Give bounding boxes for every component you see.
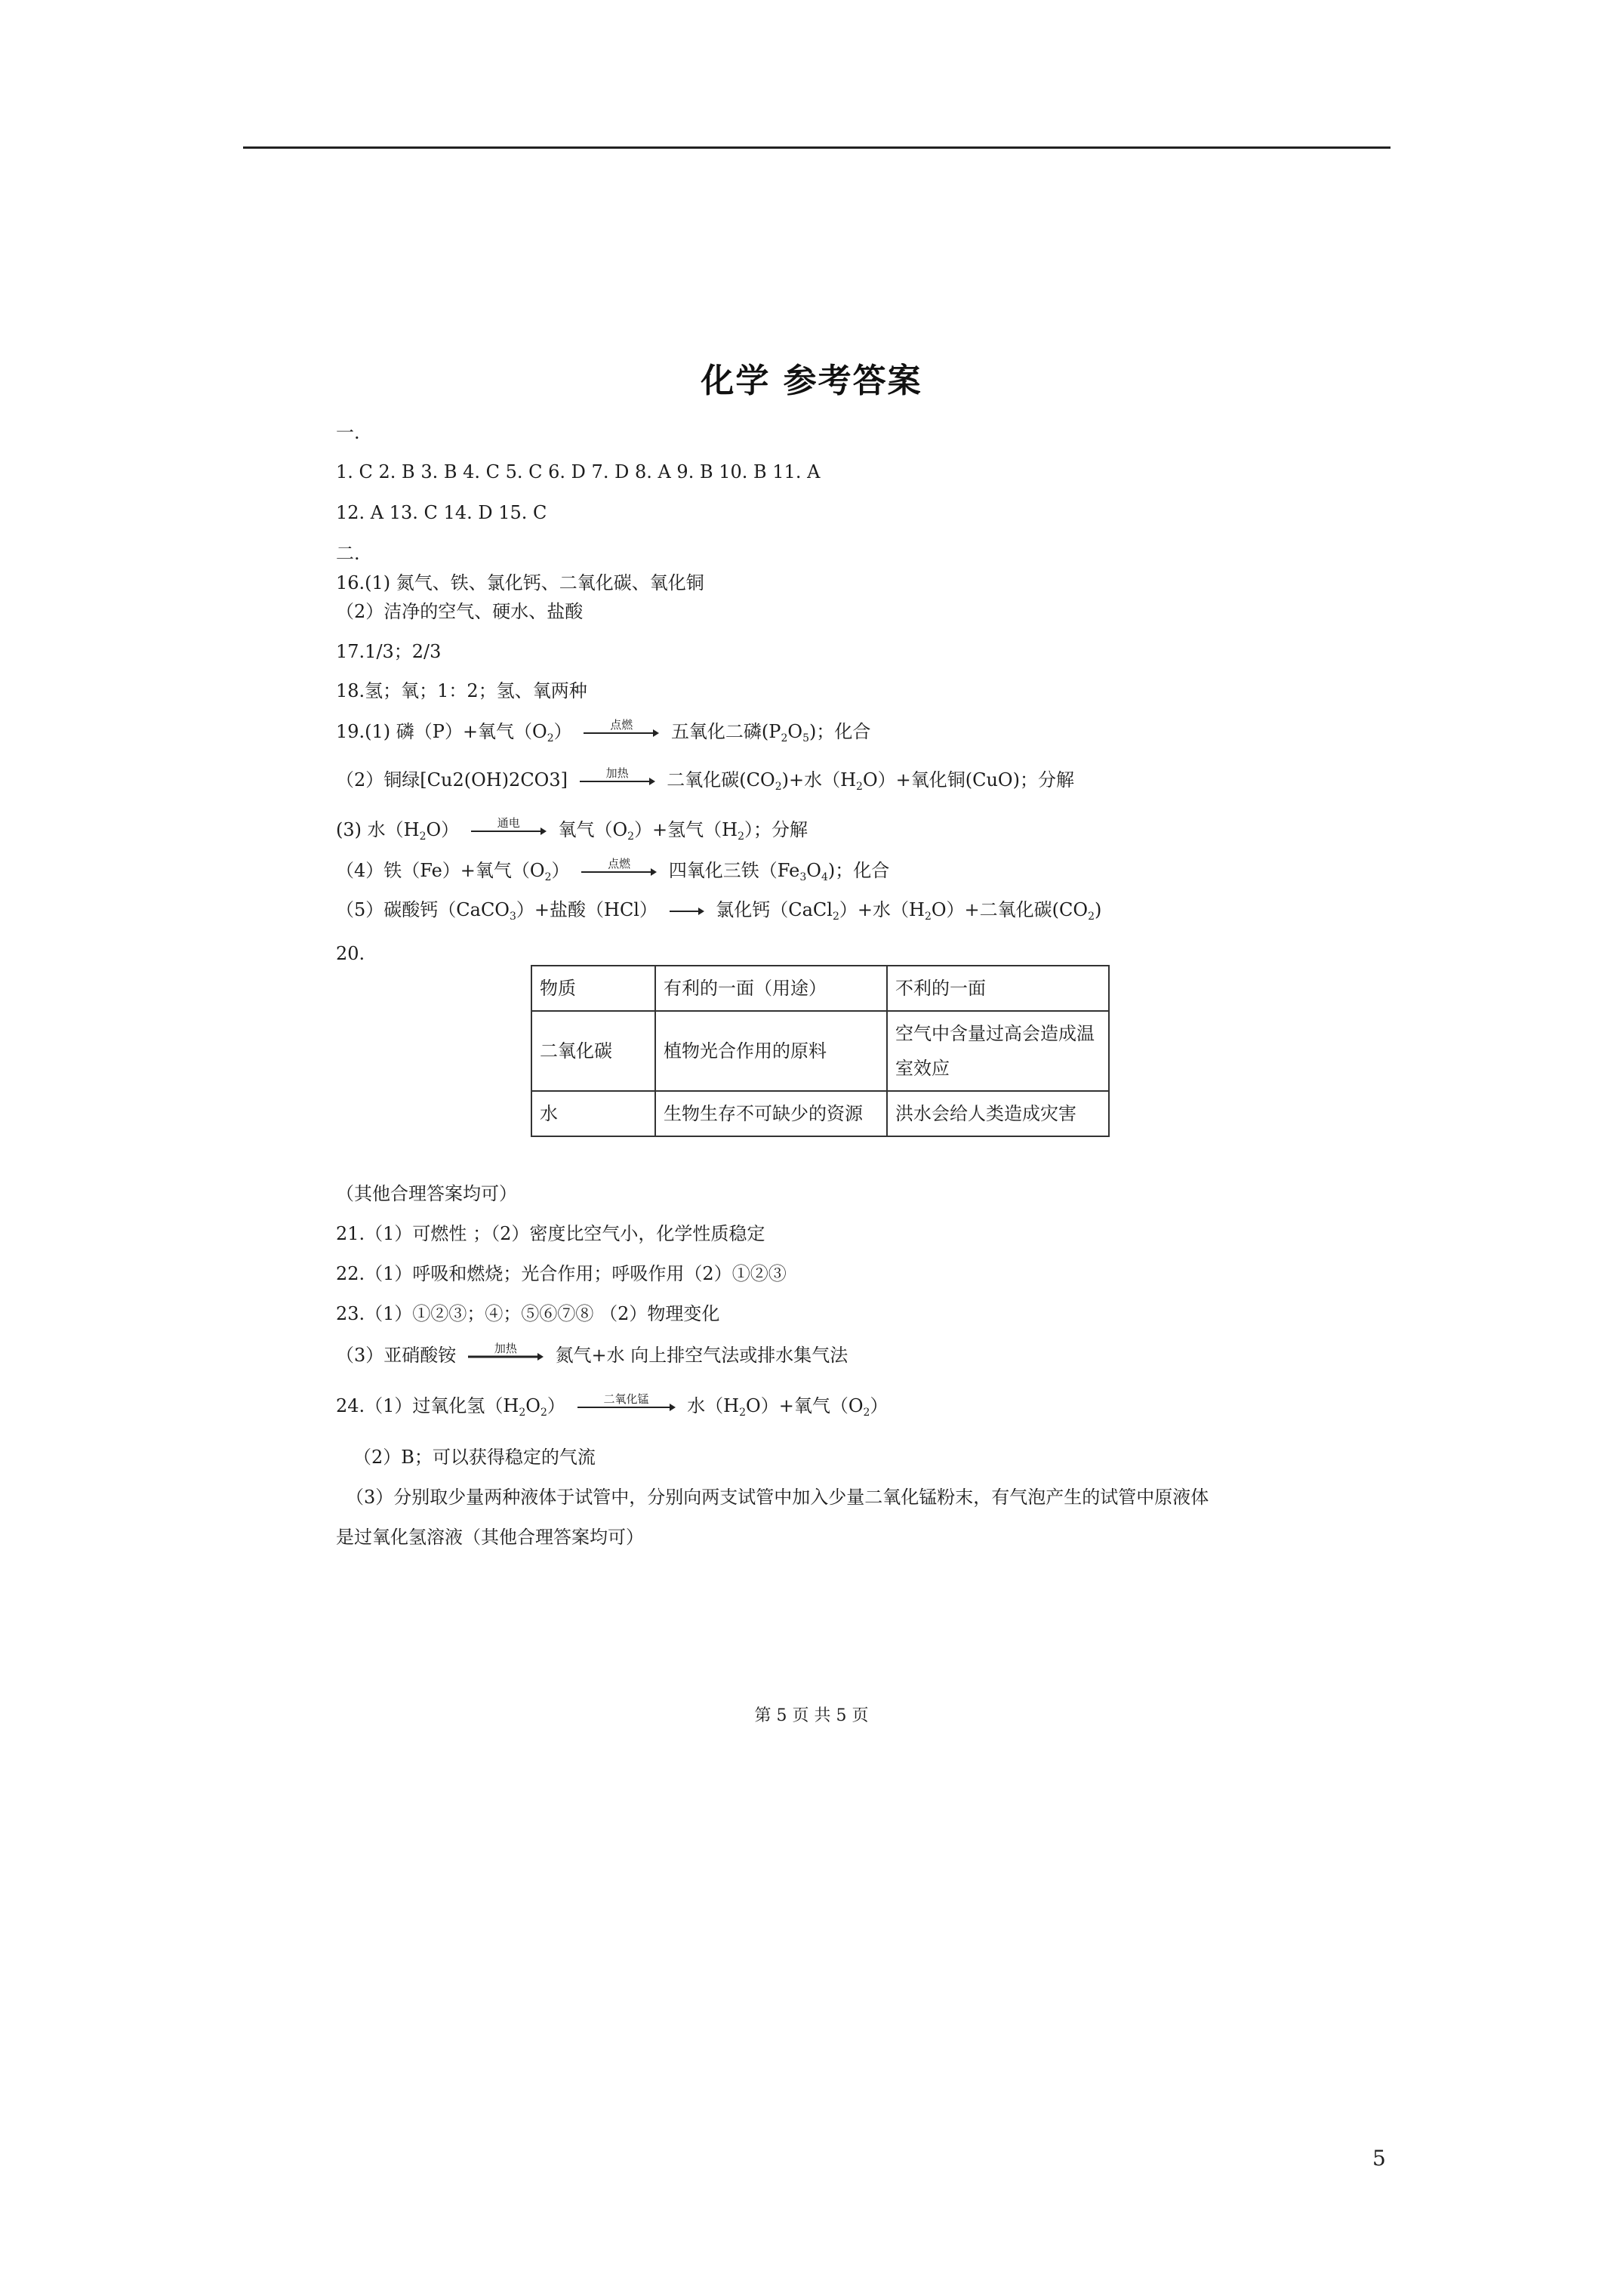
q23-part3: （3）亚硝酸铵 加热 氮气+水 向上排空气法或排水集气法 bbox=[336, 1341, 848, 1366]
q19-equation-5: （5）碳酸钙（CaCO$_3$）+盐酸（HCl） 氯化钙（CaCl$_2$）+水$(H_2O)+$二氧化碳$(CO_2)$ bbox=[336, 899, 1102, 923]
reaction-arrow: 加热 bbox=[580, 777, 655, 786]
q20-note: （其他合理答案均可） bbox=[336, 1183, 517, 1204]
q24-equation: 24.（1）过氧化氢$(H_2O_2)$ 二氧化锰 水$(H_2O)+$氧气$(O_2)$ bbox=[336, 1391, 888, 1419]
pros-cons-table bbox=[531, 965, 1110, 1137]
q23-part1: 23.（1）①②③；④；⑤⑥⑦⑧ （2）物理变化 bbox=[336, 1303, 720, 1324]
table-cell: 空气中含量过高会造成温室效应 bbox=[887, 1011, 1109, 1091]
section-2-heading: 二. bbox=[336, 543, 360, 564]
reaction-arrow: 点燃 bbox=[581, 868, 657, 877]
q19-equation-2: （2）铜绿[Cu2(OH)2CO3] 加热 二氧化碳$(CO_2)+$水$(H_2O)+$氧化铜(CuO)；分解 bbox=[336, 766, 1074, 793]
header-rule bbox=[243, 146, 1390, 149]
q17-answer: 17.1/3；2/3 bbox=[336, 641, 442, 662]
reaction-arrow: 点燃 bbox=[584, 729, 659, 738]
table-header-cell: 不利的一面 bbox=[887, 966, 1109, 1011]
table-cell: 植物光合作用的原料 bbox=[655, 1011, 887, 1091]
reaction-arrow: 二氧化锰 bbox=[577, 1403, 676, 1412]
q24-part3-line2: 是过氧化氢溶液（其他合理答案均可） bbox=[336, 1527, 644, 1548]
table-row bbox=[531, 1091, 1109, 1136]
q19-equation-4: （4）铁（Fe）+氧气$(O_2)$ 点燃 四氧化三铁$(Fe_3O_4)$；化合 bbox=[336, 856, 890, 883]
reaction-arrow bbox=[670, 907, 704, 916]
mc-answers-line-2: 12. A 13. C 14. D 15. C bbox=[336, 502, 547, 523]
table-header-cell: 有利的一面（用途） bbox=[655, 966, 887, 1011]
table-cell: 洪水会给人类造成灾害 bbox=[887, 1091, 1109, 1136]
q19-equation-3: (3) 水$(H_2O)$ 通电 氧气$(O_2)+$氢气$(H_2)$；分解 bbox=[336, 815, 808, 843]
reaction-arrow: 通电 bbox=[471, 827, 547, 836]
table-header-row bbox=[531, 966, 1109, 1011]
q19-equation-1: 19.(1) 磷（P）+氧气$(O_2)$ 点燃 五氧化二磷$(P_2O_5)$；化合 bbox=[336, 717, 871, 744]
q22-answer: 22.（1）呼吸和燃烧；光合作用；呼吸作用（2）①②③ bbox=[336, 1263, 787, 1284]
table-cell: 二氧化碳 bbox=[531, 1011, 655, 1091]
table-header-cell: 物质 bbox=[531, 966, 655, 1011]
page-number: 5 bbox=[1372, 2146, 1386, 2171]
page-footer: 第 5 页 共 5 页 bbox=[754, 1706, 869, 1725]
section-1-heading: 一. bbox=[336, 422, 360, 443]
table-row bbox=[531, 1011, 1109, 1091]
q16-part2: （2）洁净的空气、硬水、盐酸 bbox=[336, 601, 584, 622]
q24-part2: （2）B；可以获得稳定的气流 bbox=[353, 1447, 596, 1468]
table-cell: 水 bbox=[531, 1091, 655, 1136]
q16-part1: 16.(1) 氮气、铁、氯化钙、二氧化碳、氧化铜 bbox=[336, 572, 704, 593]
q20-label: 20. bbox=[336, 943, 365, 964]
q24-part3-line1: （3）分别取少量两种液体于试管中，分别向两支试管中加入少量二氧化锰粉末，有气泡产生的试管中原液体 bbox=[346, 1487, 1209, 1508]
table-cell: 生物生存不可缺少的资源 bbox=[655, 1091, 887, 1136]
q18-answer: 18.氢；氧；1：2；氢、氧两种 bbox=[336, 680, 587, 701]
mc-answers-line-1: 1. C 2. B 3. B 4. C 5. C 6. D 7. D 8. A 9. B 10. B 11. A bbox=[336, 461, 821, 482]
reaction-arrow: 加热 bbox=[468, 1352, 544, 1361]
q21-answer: 21.（1）可燃性 ；（2）密度比空气小，化学性质稳定 bbox=[336, 1223, 765, 1244]
page-title: 化学 参考答案 bbox=[701, 362, 922, 400]
